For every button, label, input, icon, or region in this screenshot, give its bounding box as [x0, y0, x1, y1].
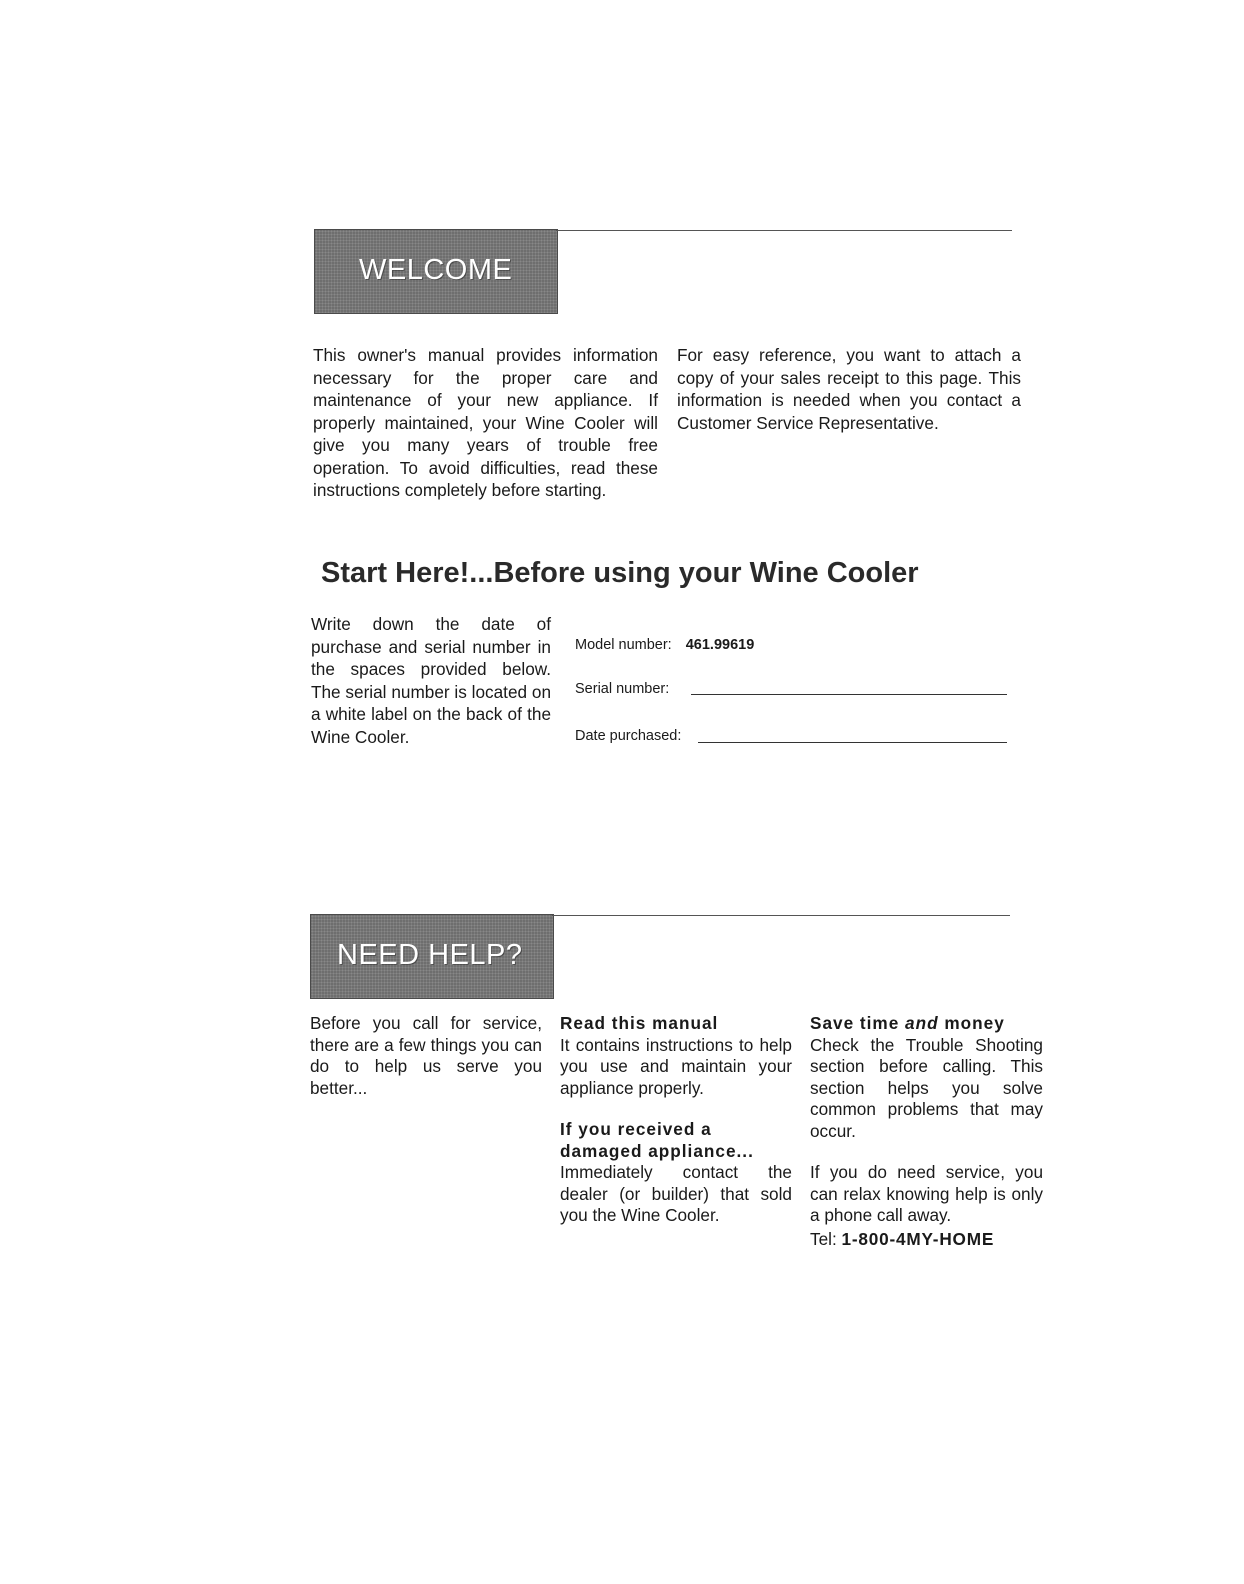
save-time-body: Check the Trouble Shooting section before calling. This section helps you solve common problems that may occur.: [810, 1034, 1043, 1141]
date-purchased-line[interactable]: [698, 742, 1007, 743]
model-number-value: 461.99619: [685, 637, 755, 653]
purchase-instructions: Write down the date of purchase and serial number in the spaces provided below. The serial number is located on a white label on the back of the Wine Cooler.: [311, 614, 551, 747]
phone-number[interactable]: 1-800-4MY-HOME: [841, 1228, 995, 1249]
model-number-field: [575, 637, 754, 653]
model-number-label: Model number:: [575, 637, 672, 653]
need-help-banner: [310, 914, 554, 999]
service-body: If you do need service, you can relax knowing help is only a phone call away.: [810, 1162, 1043, 1225]
need-help-banner-title: NEED HELP?: [337, 939, 523, 971]
start-here-heading: Start Here!...Before using your Wine Cooler: [321, 557, 919, 589]
help-intro-text: [310, 1013, 542, 1099]
save-time-title-part3: money: [938, 1013, 1005, 1033]
damaged-appliance-body: Immediately contact the dealer (or builder) that sold you the Wine Cooler.: [560, 1162, 792, 1225]
welcome-divider: [556, 230, 1012, 231]
save-time-title: [810, 1013, 1043, 1035]
save-time-title-and: and: [905, 1013, 939, 1033]
welcome-intro-text: This owner's manual provides information necessary for the proper care and maintenance of your new appliance. If properly maintained, your Wine Cooler will give you many years of trouble free operation. To avoid difficulties, read these instructions completely before starting.: [313, 345, 658, 500]
read-manual-body: It contains instructions to help you use and maintain your appliance properly.: [560, 1034, 792, 1098]
welcome-banner: [314, 229, 558, 314]
service-phone: [810, 1229, 1043, 1251]
service-block: [810, 1162, 1043, 1250]
welcome-receipt-text: For easy reference, you want to attach a copy of your sales receipt to this page. This information is needed when you contact a Customer Service Representative.: [677, 345, 1021, 433]
read-manual-block: [560, 1013, 792, 1099]
welcome-banner-title: WELCOME: [359, 254, 513, 286]
save-time-block: [810, 1013, 1043, 1142]
need-help-divider: [552, 915, 1010, 916]
date-purchased-label: Date purchased:: [575, 728, 682, 744]
serial-number-label: Serial number:: [575, 681, 670, 697]
serial-number-line[interactable]: [691, 694, 1007, 695]
damaged-appliance-title: If you received a damaged appliance...: [560, 1119, 754, 1161]
help-intro-body: Before you call for service, there are a few things you can do to help us serve you better...: [310, 1013, 542, 1098]
read-manual-title: Read this manual: [560, 1013, 719, 1033]
save-time-title-part1: Save time: [810, 1013, 906, 1033]
phone-label: Tel:: [810, 1228, 842, 1249]
damaged-appliance-block: [560, 1119, 792, 1227]
